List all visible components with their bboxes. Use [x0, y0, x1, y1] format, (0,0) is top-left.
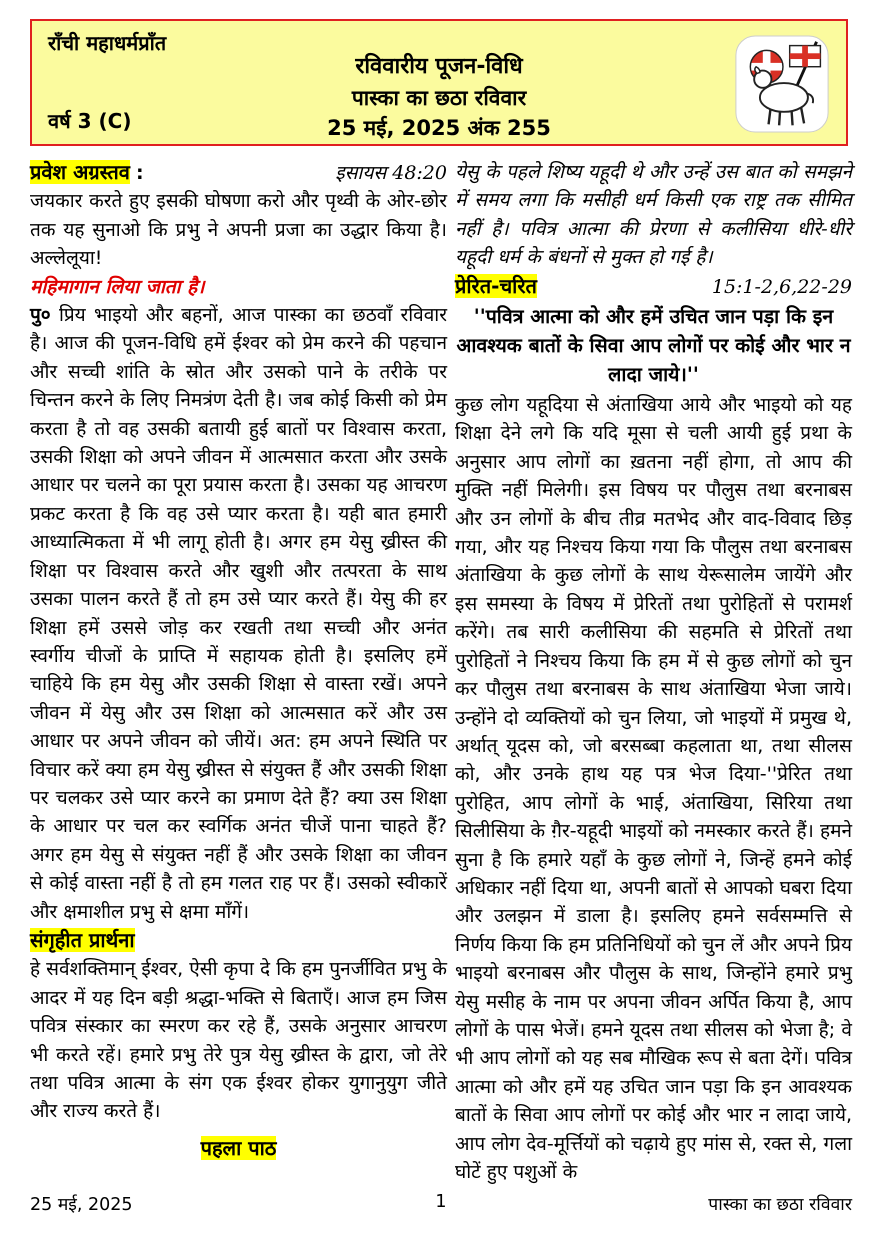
entrance-antiphon-text: जयकार करते हुए इसकी घोषणा करो और पृथ्वी के ओर-छोर तक यह सुनाओ कि प्रभु ने अपनी प्रजा का उद्धार किया है। अल्लेलूया!: [30, 190, 447, 270]
speaker-label: पु०: [30, 304, 51, 327]
collect-text: हे सर्वशक्तिमान् ईश्वर, ऐसी कृपा दे कि हम पुनर्जीवित प्रभु के आदर में यह दिन बड़ी श्रद्धा-भक्ति से बिताएँ। आज हम जिस पवित्र संस्कार का स्मरण कर रहे हैं, उसके अनुसार आचरण भी करते रहें। हमारे प्रभु तेरे पुत्र येसु ख्रीस्त के द्वारा, जो तेरे तथा पवित्र आत्मा के संग एक ईश्वर होकर युगानुयुग जीते और राज्य करते हैं।: [30, 958, 447, 1123]
reading-reference: 15:1-2,6,22-29: [711, 275, 852, 298]
archdiocese-name: राँची महाधर्मप्राँत: [48, 31, 167, 55]
priest-exhortation: पु० प्रिय भाइयो और बहनों, आज पास्का का छठवाँ रविवार है। आज की पूजन-विधि हमें ईश्वर को प्रेम करने की पहचान और सच्ची शांति के स्रोत और उसको पाने के तरीके पर चिन्तन करने के लिए निमत्रंण देती है। जब कोई किसी को प्रेम करता है तो वह उसकी बतायी हुई बातों पर विश्वास करता, उसकी शिक्षा को अपने जीवन में आत्मसात करता और उसके आधार पर चलने का पूरा प्रयास करता है। उसका यह आचरण प्रकट करता है कि वह उसे प्यार करता है। यही बात हमारी आध्यात्मिकता में भी लागू होती है। अगर हम येसु ख्रीस्त की शिक्षा पर विश्वास करते और खुशी और तत्परता के साथ उसका पालन करते हैं तो हम उसे प्यार करते हैं। येसु की हर शिक्षा हमें उससे जोड़ कर रखती तथा सच्ची और अनंत स्वर्गीय चीजों के प्राप्ति में सहायक होती है। इसलिए हमें चाहिये कि हम येसु और उसकी शिक्षा से वास्ता रखें। अपने जीवन में येसु और उस शिक्षा को आत्मसात करें और उस आधार पर अपने जीवन को जीयें। अत: हम अपने स्थिति पर विचार करें क्या हम येसु ख्रीस्त से संयुक्त हैं और उसकी शिक्षा पर चलकर उसे प्यार करने का प्रमाण देते हैं? क्या उस शिक्षा के आधार पर चल कर स्वर्गिक अनंत चीजें पाना चाहते हैं? अगर हम येसु से संयुक्त नहीं हैं और उसके शिक्षा का जीवन से कोई वास्ता नहीं है तो हम गलत राह पर हैं। उसको स्वीकारें और क्षमाशील प्रभु से क्षमा माँगें।: [30, 304, 447, 923]
left-column: [30, 158, 447, 1186]
reading-key-verse: ''पवित्र आत्मा को और हमें उचित जान पड़ा कि इन आवश्यक बातों के सिवा आप लोगों पर कोई और भार न लादा जाये।'': [456, 305, 851, 387]
gloria-rubric: महिमागान लिया जाता है।: [30, 275, 205, 298]
bulletin-title: रविवारीय पूजन-विधि: [355, 54, 523, 79]
reading-heading-row: [455, 272, 852, 301]
entrance-antiphon-heading: प्रवेश अग्रस्तव :: [30, 160, 144, 184]
lamb-of-god-icon: [734, 34, 830, 134]
entrance-antiphon-heading-row: [30, 158, 447, 187]
header-box: [30, 19, 848, 146]
footer-title: पास्का का छठा रविवार: [708, 1195, 852, 1215]
reading-introduction: येसु के पहले शिष्य यहूदी थे और उन्हें उस बात को समझने में समय लगा कि मसीही धर्म किसी एक राष्ट्र तक सीमित नहीं है। पवित्र आत्मा की प्रेरणा से कलीसिया धीरे-धीरे यहूदी धर्म के बंधनों से मुक्त हो गई है।: [455, 161, 852, 269]
page-footer: [30, 1192, 852, 1216]
reading-text: कुछ लोग यहूदिया से अंताखिया आये और भाइयो को यह शिक्षा देने लगे कि यदि मूसा से चली आयी हुई प्रथा के अनुसार आप लोगों का ख़तना नहीं होगा, तो आप की मुक्ति नहीं मिलेगी। इस विषय पर पौलुस तथा बरनाबस और उन लोगों के बीच तीव्र मतभेद और वाद-विवाद छिड़ गया, और यह निश्चय किया गया कि पौलुस तथा बरनाबस अंताखिया के कुछ लोगों के साथ येरूसालेम जायेंगे और इस समस्या के विषय में प्रेरितों तथा पुरोहितों से परामर्श करेंगे। तब सारी कलीसिया की सहमति से प्रेरितों तथा पुरोहितों ने निश्चय किया कि हम में से कुछ लोगों को चुन कर पौलुस तथा बरनाबस के साथ अंताखिया भेजा जाये। उन्होंने दो व्यक्तियों को चुन लिया, जो भाइयों में प्रमुख थे, अर्थात् यूदस को, जो बरसब्बा कहलाता था, तथा सीलस को, और उनके हाथ यह पत्र भेज दिया-''प्रेरित तथा पुरोहित, आप लोगों के भाई, अंताखिया, सिरिया तथा सिलीसिया के ग़ैर-यहूदी भाइयों को नमस्कार करते हैं। हमने सुना है कि हमारे यहाँ के कुछ लोगों ने, जिन्हें हमने कोई अधिकार नहीं दिया था, अपनी बातों से आपको घबरा दिया और उलझन में डाला है। इसलिए हमने सर्वसम्मत्ति से निर्णय किया कि हम प्रतिनिधियों को चुन लें और अपने प्रिय भाइयो बरनाबस और पौलुस के साथ, जिन्होंने हमारे प्रभु येसु मसीह के नाम पर अपना जीवन अर्पित किया है, आप लोगों के पास भेजें। हमने यूदस तथा सीलस को भेजा है; वे भी आप लोगों को यह सब मौखिक रूप से बता देगें। पवित्र आत्मा को और हमें यह उचित जान पड़ा कि इन आवश्यक बातों के सिवा आप लोगों पर कोई और भार न लादा जाये, आप लोग देव-मूर्त्तियों को चढ़ाये हुए मांस से, रक्त से, गला घोटें हुए पशुओं के: [455, 394, 852, 1183]
date-issue-line: 25 मई, 2025 अंक 255: [327, 116, 551, 141]
entrance-antiphon-reference: इसायस 48:20: [335, 162, 447, 184]
first-reading-heading: पहला पाठ: [200, 1135, 277, 1160]
right-column: [455, 158, 852, 1186]
footer-date: 25 मई, 2025: [30, 1195, 133, 1215]
collect-heading: संगृहीत प्रार्थना: [30, 927, 135, 952]
header-titles: [32, 51, 846, 144]
reading-book-heading: प्रेरित-चरित: [455, 273, 537, 298]
liturgical-year: वर्ष 3 (C): [48, 109, 132, 133]
document-body: [30, 158, 852, 1186]
sunday-title: पास्का का छठा रविवार: [351, 85, 527, 110]
page-number: 1: [435, 1192, 447, 1212]
